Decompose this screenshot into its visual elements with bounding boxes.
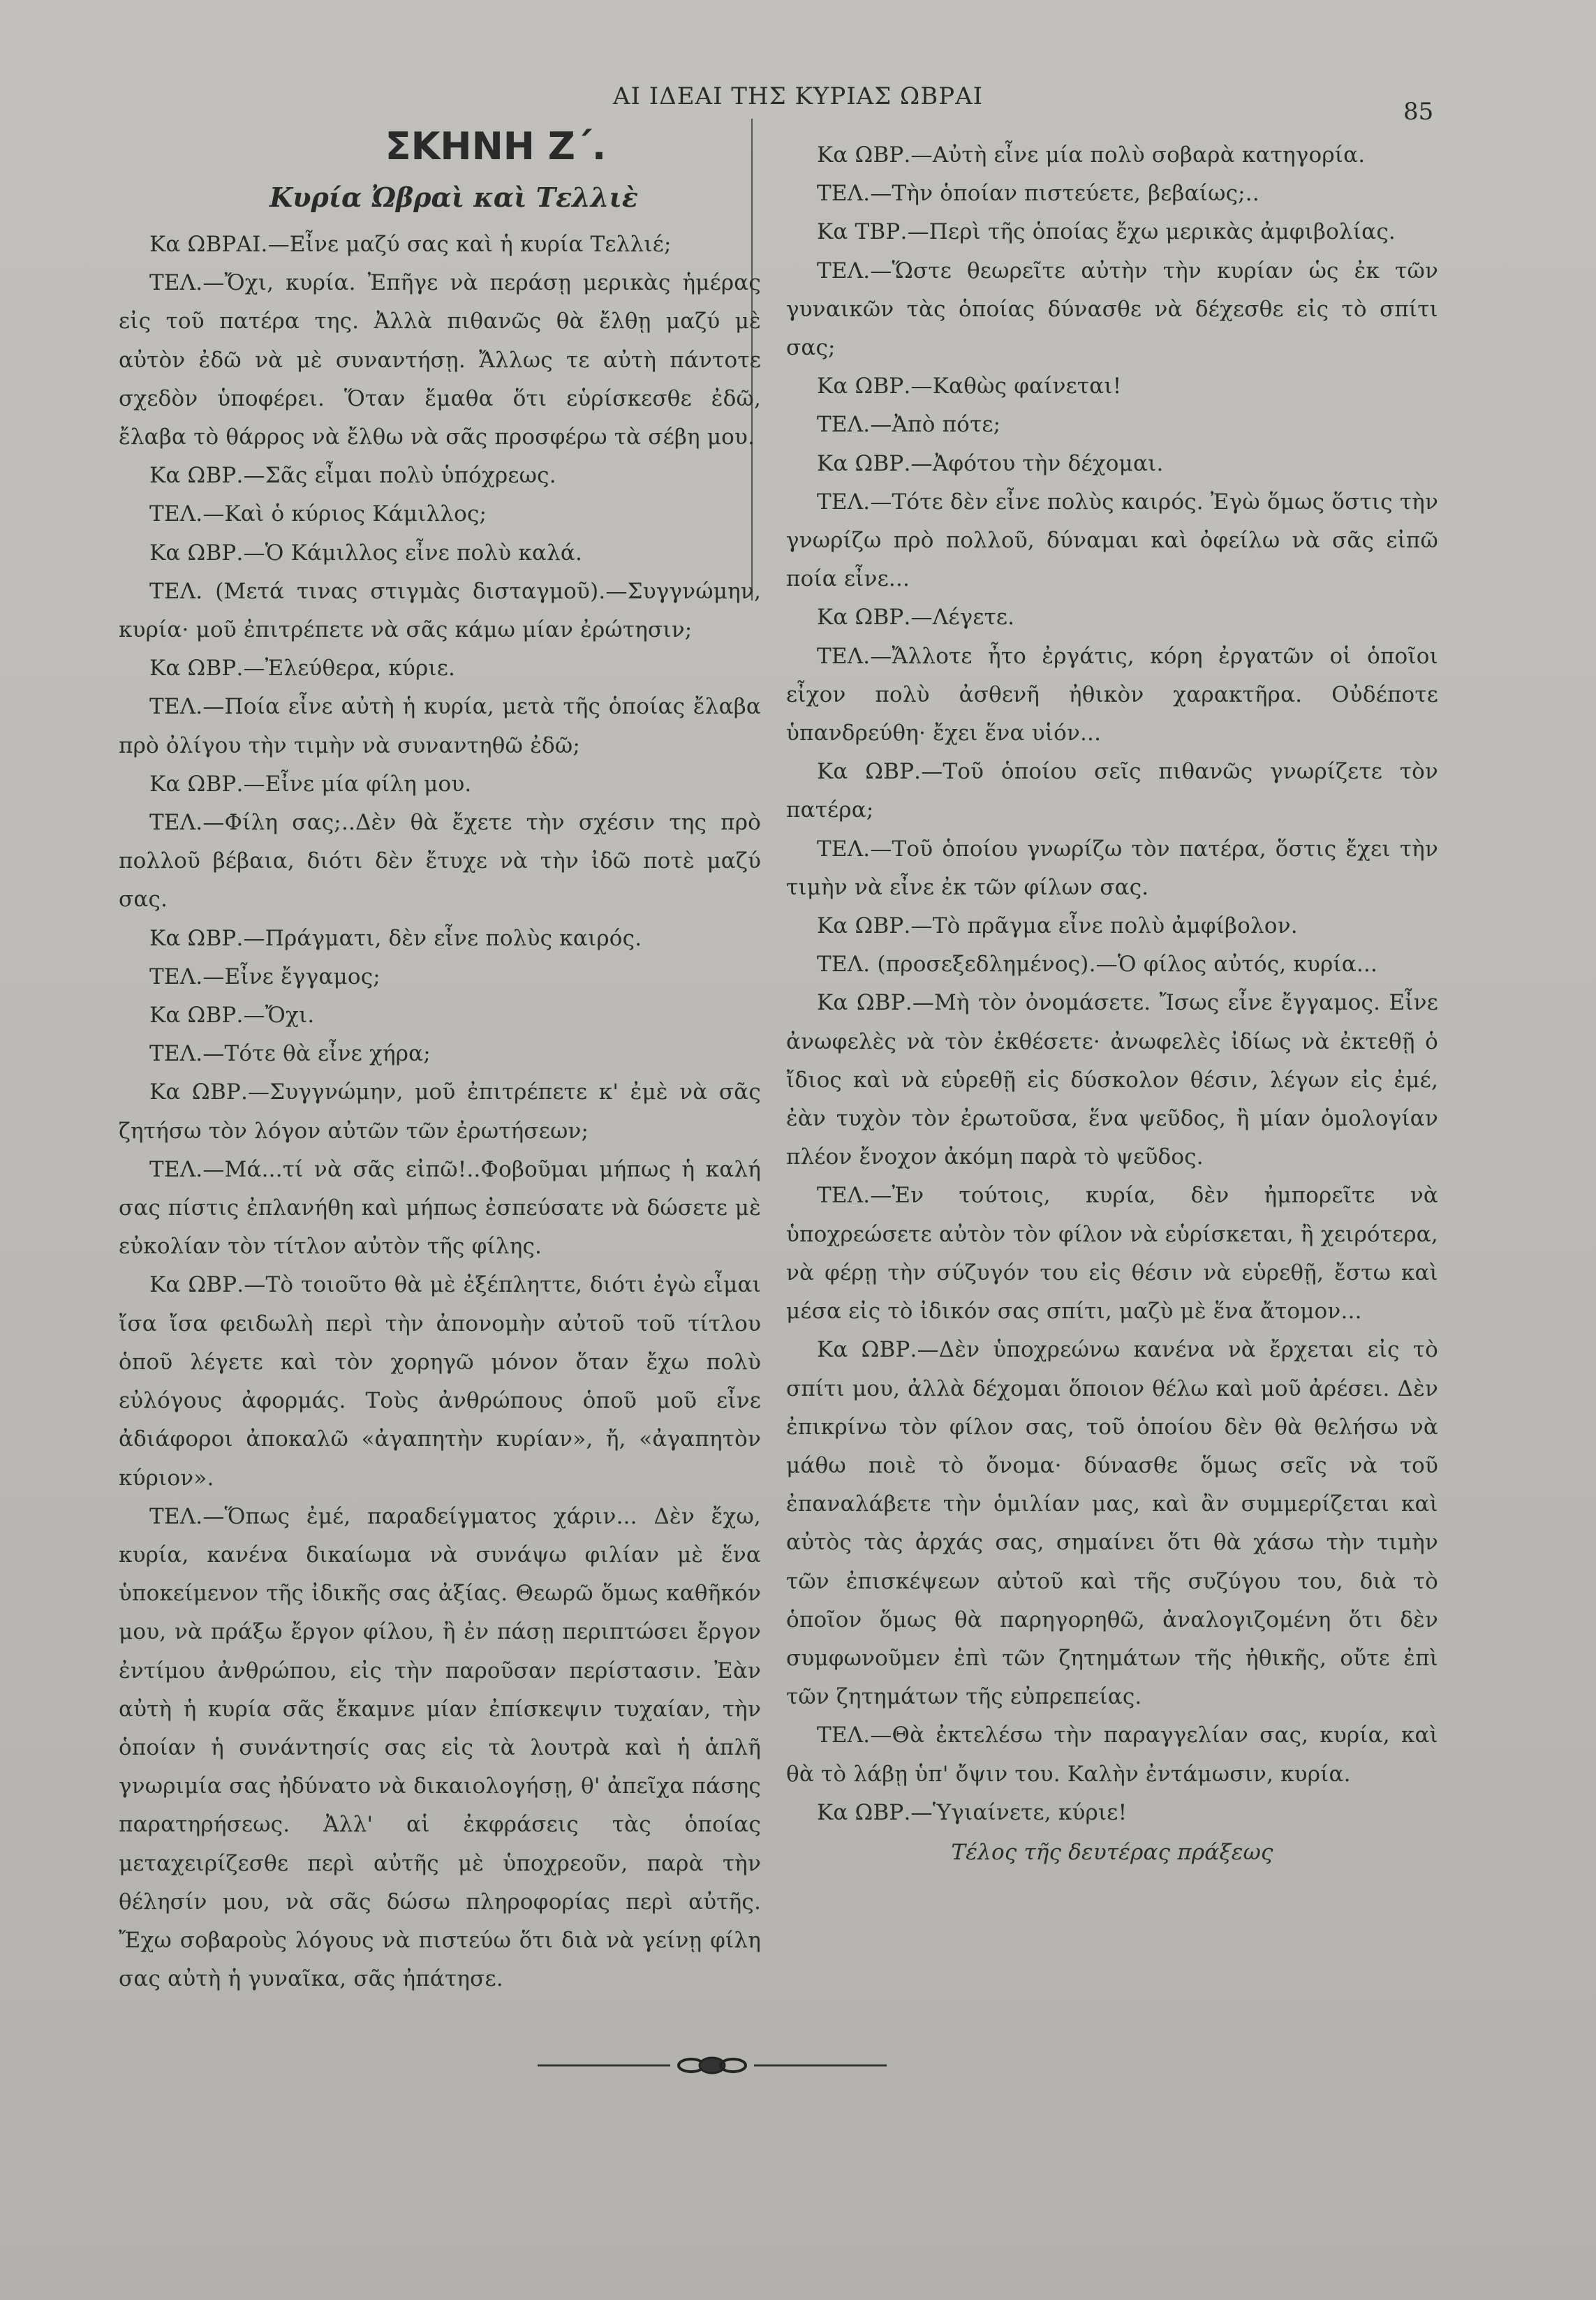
page-number: 85 <box>1403 98 1434 126</box>
dialogue-paragraph: ΤΕΛ.—Ἄλλοτε ἦτο ἐργάτις, κόρη ἐργατῶν οἱ ὁποῖοι εἶχον πολὺ ἀσθενῆ ἠθικὸν χαρακτῆρα. Οὐδέποτε ὑπανδρεύθη· ἔχει ἕνα υἱόν... <box>786 643 1438 746</box>
dialogue-paragraph: ΤΕΛ.—Τότε θὰ εἶνε χήρα; <box>149 1041 431 1067</box>
dialogue-paragraph: ΤΕΛ.—Ἀπὸ πότε; <box>817 412 1001 438</box>
dialogue-paragraph: ΤΕΛ. (Μετά τινας στιγμὰς δισταγμοῦ).—Συγγνώμην, κυρία· μοῦ ἐπιτρέπετε νὰ σᾶς κάμω μίαν ἐρώτησιν; <box>119 578 761 643</box>
dialogue-paragraph: ΤΕΛ.—Τοῦ ὁποίου γνωρίζω τὸν πατέρα, ὅστις ἔχει τὴν τιμὴν νὰ εἶνε ἐκ τῶν φίλων σας. <box>786 836 1438 900</box>
dialogue-paragraph: ΤΕΛ.—Καὶ ὁ κύριος Κάμιλλος; <box>149 501 487 527</box>
scene-heading: ΣΚΗΝΗ Ζ΄. <box>385 124 607 168</box>
dialogue-paragraph: Κα ΩΒΡ.—Σᾶς εἶμαι πολὺ ὑπόχρεως. <box>149 463 556 489</box>
dialogue-paragraph: Κα ΩΒΡ.—Τὸ τοιοῦτο θὰ μὲ ἐξέπληττε, διότι ἐγὼ εἶμαι ἴσα ἴσα φειδωλὴ περὶ τὴν ἀπονομὴν αὐτοῦ τοῦ τίτλου ὁποῦ λέγετε καὶ τὸν χορηγῶ μόνον ὅταν ἔχω πολὺ εὐλόγους ἀφορμάς. Τοὺς ἀνθρώπους ὁποῦ μοῦ εἶνε ἀδιάφοροι ἀποκαλῶ «ἀγαπητὴν κυρίαν», ἤ, «ἀγαπητὸν κύριον». <box>119 1272 761 1491</box>
dialogue-paragraph: Κα ΩΒΡ.—Ἀφότου τὴν δέχομαι. <box>817 450 1164 476</box>
dialogue-paragraph: ΤΕΛ.—Τὴν ὁποίαν πιστεύετε, βεβαίως;.. <box>817 181 1259 207</box>
dialogue-paragraph: Κα ΩΒΡ.—Ἐλεύθερα, κύριε. <box>149 656 456 681</box>
dialogue-paragraph: Κα ΩΒΡ.—Ὄχι. <box>149 1003 315 1029</box>
dialogue-paragraph: Κα ΩΒΡ.—Τὸ πρᾶγμα εἶνε πολὺ ἀμφίβολον. <box>817 913 1298 939</box>
dialogue-paragraph: ΤΕΛ.—Ὥστε θεωρεῖτε αὐτὴν τὴν κυρίαν ὡς ἐκ τῶν γυναικῶν τὰς ὁποίας δύνασθε νὰ δέχεσθε εἰς τὸ σπίτι σας; <box>786 258 1438 361</box>
dialogue-paragraph: ΤΕΛ.—Φίλη σας;..Δὲν θὰ ἔχετε τὴν σχέσιν της πρὸ πολλοῦ βέβαια, διότι δὲν ἔτυχε νὰ τὴν ἰδῶ ποτὲ μαζύ σας. <box>119 810 761 913</box>
dialogue-paragraph: Κα ΤΒΡ.—Περὶ τῆς ὁποίας ἔχω μερικὰς ἀμφιβολίας. <box>817 219 1396 245</box>
act-closing-line: Τέλος τῆς δευτέρας πράξεως <box>951 1839 1273 1865</box>
dialogue-paragraph: ΤΕΛ.—Ἐν τούτοις, κυρία, δὲν ἠμπορεῖτε νὰ ὑποχρεώσετε αὐτὸν τὸν φίλον νὰ εὑρίσκεται, ἢ χειρότερα, νὰ φέρῃ τὴν σύζυγόν του εἰς θέσιν νὰ εὑρεθῇ, ἔστω καὶ μέσα εἰς τὸ ἰδικόν σας σπίτι, μαζὺ μὲ ἕνα ἄτομον... <box>786 1183 1438 1325</box>
dialogue-paragraph: Κα ΩΒΡ.—Ὁ Κάμιλλος εἶνε πολὺ καλά. <box>149 540 583 566</box>
dialogue-paragraph: Κα ΩΒΡ.—Συγγνώμην, μοῦ ἐπιτρέπετε κ' ἐμὲ νὰ σᾶς ζητήσω τὸν λόγον αὐτῶν τῶν ἐρωτήσεων; <box>119 1079 761 1144</box>
dialogue-paragraph: Κα ΩΒΡ.—Μὴ τὸν ὀνομάσετε. Ἴσως εἶνε ἔγγαμος. Εἶνε ἀνωφελὲς νὰ τὸν ἐκθέσετε· ἀνωφελὲς ἰδίως νὰ ἐκτεθῇ ὁ ἴδιος καὶ νὰ εὑρεθῇ εἰς δύσκολον θέσιν, λέγων εἰς ἐμέ, ἐὰν τυχὸν τὸν ἐρωτοῦσα, ἕνα ψεῦδος, ἢ μίαν ὁμολογίαν πλέον ἔνοχον ἀκόμη παρὰ τὸ ψεῦδος. <box>786 990 1438 1170</box>
dialogue-paragraph: Κα ΩΒΡ.—Εἶνε μία φίλη μου. <box>149 771 472 797</box>
end-ornament-icon <box>531 2051 894 2079</box>
dialogue-paragraph: Κα ΩΒΡ.—Πράγματι, δὲν εἶνε πολὺς καιρός. <box>149 925 642 951</box>
dialogue-paragraph: Κα ΩΒΡ.—Καθὼς φαίνεται! <box>817 374 1122 399</box>
dialogue-paragraph: ΤΕΛ.—Ποία εἶνε αὐτὴ ἡ κυρία, μετὰ τῆς ὁποίας ἔλαβα πρὸ ὀλίγου τὴν τιμὴν νὰ συναντηθῶ ἐδῶ; <box>119 694 761 758</box>
dialogue-paragraph: ΤΕΛ.—Ὅπως ἐμέ, παραδείγματος χάριν... Δὲν ἔχω, κυρία, κανένα δικαίωμα νὰ συνάψω φιλίαν μὲ ἕνα ὑποκείμενον τῆς ἰδικῆς σας ἀξίας. Θεωρῶ ὅμως καθῆκόν μου, νὰ πράξω ἔργον φίλου, ἢ ἐν πάσῃ περιπτώσει ἔργον ἐντίμου ἀνθρώπου, εἰς τὴν παροῦσαν περίστασιν. Ἐὰν αὐτὴ ἡ κυρία σᾶς ἔκαμνε μίαν ἐπίσκεψιν τυχαίαν, τὴν ὁποίαν ἡ συνάντησίς σας εἰς τὰ λουτρὰ καὶ ἡ ἁπλῆ γνωριμία σας ἠδύνατο νὰ δικαιολογήσῃ, θ' ἀπεῖχα πάσης παρατηρήσεως. Ἀλλ' αἱ ἐκφράσεις τὰς ὁποίας μεταχειρίζεσθε περὶ αὐτῆς μὲ ὑποχρεοῦν, παρὰ τὴν θέλησίν μου, νὰ σᾶς δώσω πληροφορίας περὶ αὐτῆς. Ἔχω σοβαροὺς λόγους νὰ πιστεύω ὅτι διὰ νὰ γείνῃ φίλη σας αὐτὴ ἡ γυναῖκα, σᾶς ἠπάτησε. <box>119 1503 761 1992</box>
dialogue-paragraph: ΤΕΛ.—Θὰ ἐκτελέσω τὴν παραγγελίαν σας, κυρία, καὶ θὰ τὸ λάβῃ ὑπ' ὄψιν του. Καλὴν ἐντάμωσιν, κυρία. <box>786 1723 1438 1787</box>
dialogue-paragraph: Κα ΩΒΡ.—Τοῦ ὁποίου σεῖς πιθανῶς γνωρίζετε τὸν πατέρα; <box>786 759 1438 823</box>
right-column <box>786 136 1438 1872</box>
dialogue-paragraph: Κα ΩΒΡ.—Λέγετε. <box>817 605 1015 631</box>
dialogue-paragraph: Κα ΩΒΡΑΙ.—Εἶνε μαζύ σας καὶ ἡ κυρία Τελλιέ; <box>149 232 672 257</box>
dialogue-paragraph: Κα ΩΒΡ.—Αὐτὴ εἶνε μία πολὺ σοβαρὰ κατηγορία. <box>817 142 1366 168</box>
dialogue-paragraph: Κα ΩΒΡ.—Ὑγιαίνετε, κύριε! <box>817 1799 1128 1825</box>
dialogue-paragraph: ΤΕΛ.—Μά...τί νὰ σᾶς εἰπῶ!..Φοβοῦμαι μήπως ἡ καλή σας πίστις ἐπλανήθη καὶ μήπως ἐσπεύσατε νὰ δώσετε μὲ εὐκολίαν τὸν τίτλον αὐτὸν τῆς φίλης. <box>119 1156 761 1260</box>
dialogue-paragraph: ΤΕΛ.—Εἶνε ἔγγαμος; <box>149 964 380 989</box>
left-column <box>119 226 761 1998</box>
dialogue-paragraph: Κα ΩΒΡ.—Δὲν ὑποχρεώνω κανένα νὰ ἔρχεται εἰς τὸ σπίτι μου, ἀλλὰ δέχομαι ὅποιον θέλω καὶ μοῦ ἀρέσει. Δὲν ἐπικρίνω τὸν φίλον σας, τοῦ ὁποίου δὲν θὰ θελήσω νὰ μάθω ποιὲ τὸ ὄνομα· δύνασθε ὅμως σεῖς νὰ τοῦ ἐπαναλάβετε τὴν ὁμιλίαν μας, καὶ ἂν συμμερίζεται καὶ αὐτὸς τὰς ἀρχάς σας, σημαίνει ὅτι θὰ χάσω τὴν τιμὴν τῶν ἐπισκέψεων αὐτοῦ καὶ τῆς συζύγου του, διὰ τὸ ὁποῖον ὅμως θὰ παρηγορηθῶ, ἀναλογιζομένη ὅτι δὲν συμφωνοῦμεν ἐπὶ τῶν ζητημάτων τῆς ἠθικῆς, οὔτε ἐπὶ τῶν ζητημάτων τῆς εὐπρεπείας. <box>786 1337 1438 1710</box>
scene-characters: Κυρία Ὠβραὶ καὶ Τελλιὲ <box>269 182 638 213</box>
dialogue-paragraph: ΤΕΛ.—Ὄχι, κυρία. Ἐπῆγε νὰ περάσῃ μερικὰς ἡμέρας εἰς τοῦ πατέρα της. Ἀλλὰ πιθανῶς θὰ ἔλθῃ μαζύ μὲ αὐτὸν ἐδῶ νὰ μὲ συναντήσῃ. Ἄλλως τε αὐτὴ πάντοτε σχεδὸν ὑποφέρει. Ὅταν ἔμαθα ὅτι εὑρίσκεσθε ἐδῶ, ἔλαβα τὸ θάρρος νὰ ἔλθω νὰ σᾶς προσφέρω τὰ σέβη μου. <box>119 270 761 450</box>
dialogue-paragraph: ΤΕΛ.—Τότε δὲν εἶνε πολὺς καιρός. Ἐγὼ ὅμως ὅστις τὴν γνωρίζω πρὸ πολλοῦ, δύναμαι καὶ ὀφείλω νὰ σᾶς εἰπῶ ποία εἶνε... <box>786 489 1438 592</box>
dialogue-paragraph: ΤΕΛ. (προσεξεδλημένος).—Ὁ φίλος αὐτός, κυρία... <box>817 952 1378 978</box>
running-title: ΑΙ ΙΔΕΑΙ ΤΗΣ ΚΥΡΙΑΣ ΩΒΡΑΙ <box>612 82 984 110</box>
